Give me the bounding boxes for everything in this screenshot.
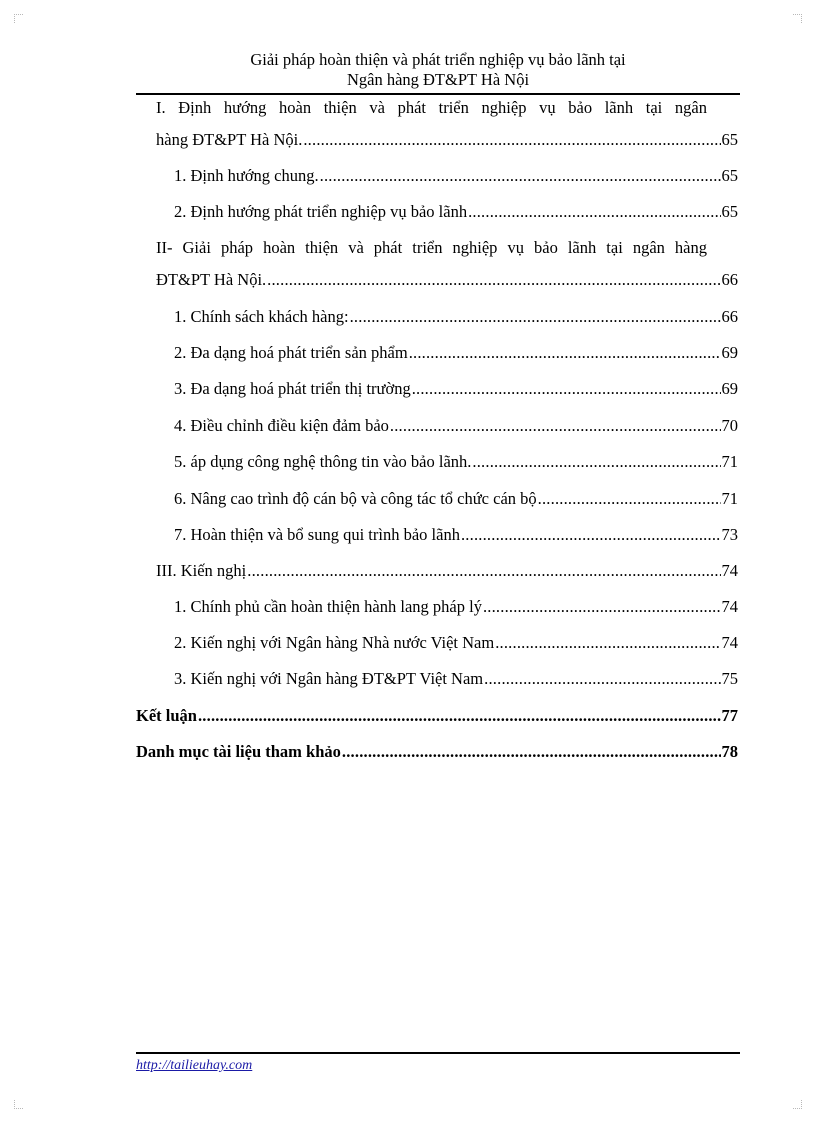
toc-leader-dots [538,489,721,509]
toc-entry[interactable] [174,307,738,327]
toc-entry-text: 2. Định hướng phát triển nghiệp vụ bảo lãnh [174,202,468,221]
toc-leader-dots [198,706,721,726]
toc-leader-dots [483,597,721,617]
toc-entry-text: 4. Điều chỉnh điều kiện đảm bảo [174,416,389,435]
toc-page-number: 66 [721,270,738,289]
toc-entry-references[interactable] [136,742,738,762]
toc-entry-text: Danh mục tài liệu tham khảo [136,742,341,761]
toc-leader-dots [409,343,721,363]
toc-page-number: 75 [721,669,738,688]
toc-entry[interactable] [174,166,738,186]
toc-page-number: 71 [721,452,738,471]
toc-leader-dots [350,307,721,327]
toc-entry-text: hàng ĐT&PT Hà Nội. [156,130,303,149]
toc-leader-dots [342,742,721,762]
toc-leader-dots [468,202,720,222]
page-corner-mark [14,1100,23,1109]
toc-leader-dots [303,130,720,150]
toc-entry-conclusion[interactable] [136,706,738,726]
toc-page-number: 71 [721,489,738,508]
toc-page-number: 66 [721,307,738,326]
header-title-line-1: Giải pháp hoàn thiện và phát triển nghiệp vụ bảo lãnh tại [250,50,626,69]
toc-entry-section-3[interactable] [156,561,738,581]
toc-page-number: 73 [721,525,738,544]
toc-page-number: 70 [721,416,738,435]
toc-page-number: 74 [721,561,738,580]
toc-entry[interactable] [174,379,738,399]
toc-entry-text: 2. Đa dạng hoá phát triển sản phẩm [174,343,408,362]
toc-entry-text: 3. Đa dạng hoá phát triển thị trường [174,379,411,398]
toc-leader-dots [484,669,720,689]
toc-page-number: 69 [721,343,738,362]
toc-page-number: 74 [721,633,738,652]
toc-entry-text: 3. Kiến nghị với Ngân hàng ĐT&PT Việt Nam [174,669,484,688]
toc-page-number: 65 [721,202,738,221]
footer-divider [136,1052,740,1054]
toc-page-number: 77 [721,706,738,725]
toc-entry-text: 1. Chính sách khách hàng: [174,307,349,326]
footer-link[interactable]: http://tailieuhay.com [136,1058,253,1073]
toc-entry[interactable] [174,416,738,436]
toc-entry-text: 2. Kiến nghị với Ngân hàng Nhà nước Việt Nam [174,633,495,652]
toc-entry[interactable] [174,525,738,545]
toc-entry-text: 7. Hoàn thiện và bổ sung qui trình bảo lãnh [174,525,460,544]
toc-entry-text: Kết luận [136,706,197,725]
toc-entry[interactable] [174,489,738,509]
toc-entry-text: 5. áp dụng công nghệ thông tin vào bảo lãnh. [174,452,472,471]
toc-page-number: 65 [721,166,738,185]
toc-entry[interactable] [174,597,738,617]
toc-entry-text: ĐT&PT Hà Nội. [156,270,267,289]
toc-leader-dots [247,561,720,581]
toc-entry-text: II- Giải pháp hoàn thiện và phát triển nghiệp vụ bảo lãnh tại ngân hàng [156,238,707,257]
toc-leader-dots [412,379,721,399]
toc-page-number: 65 [721,130,738,149]
toc-page-number: 78 [721,742,738,761]
toc-entry-section-1[interactable] [156,98,738,150]
toc-entry[interactable] [174,343,738,363]
toc-entry-text: III. Kiến nghị [156,561,247,580]
toc-page-number: 69 [721,379,738,398]
header-title-line-2: Ngân hàng ĐT&PT Hà Nội [346,70,530,89]
page-corner-mark [793,1100,802,1109]
toc-entry[interactable] [174,452,738,472]
toc-entry-text: 6. Nâng cao trình độ cán bộ và công tác tổ chức cán bộ [174,489,537,508]
toc-entry-text: 1. Định hướng chung. [174,166,319,185]
toc-leader-dots [495,633,720,653]
toc-entry[interactable] [174,669,738,689]
toc-leader-dots [461,525,721,545]
toc-entry[interactable] [174,202,738,222]
toc-leader-dots [320,166,721,186]
toc-entry-section-2[interactable] [156,238,738,290]
toc-leader-dots [267,270,720,290]
toc-leader-dots [472,452,720,472]
toc-leader-dots [390,416,721,436]
toc-page-number: 74 [721,597,738,616]
toc-entry-text: I. Định hướng hoàn thiện và phát triển nghiệp vụ bảo lãnh tại ngân [156,98,707,117]
toc-entry[interactable] [174,633,738,653]
toc-entry-text: 1. Chính phủ cần hoàn thiện hành lang pháp lý [174,597,482,616]
